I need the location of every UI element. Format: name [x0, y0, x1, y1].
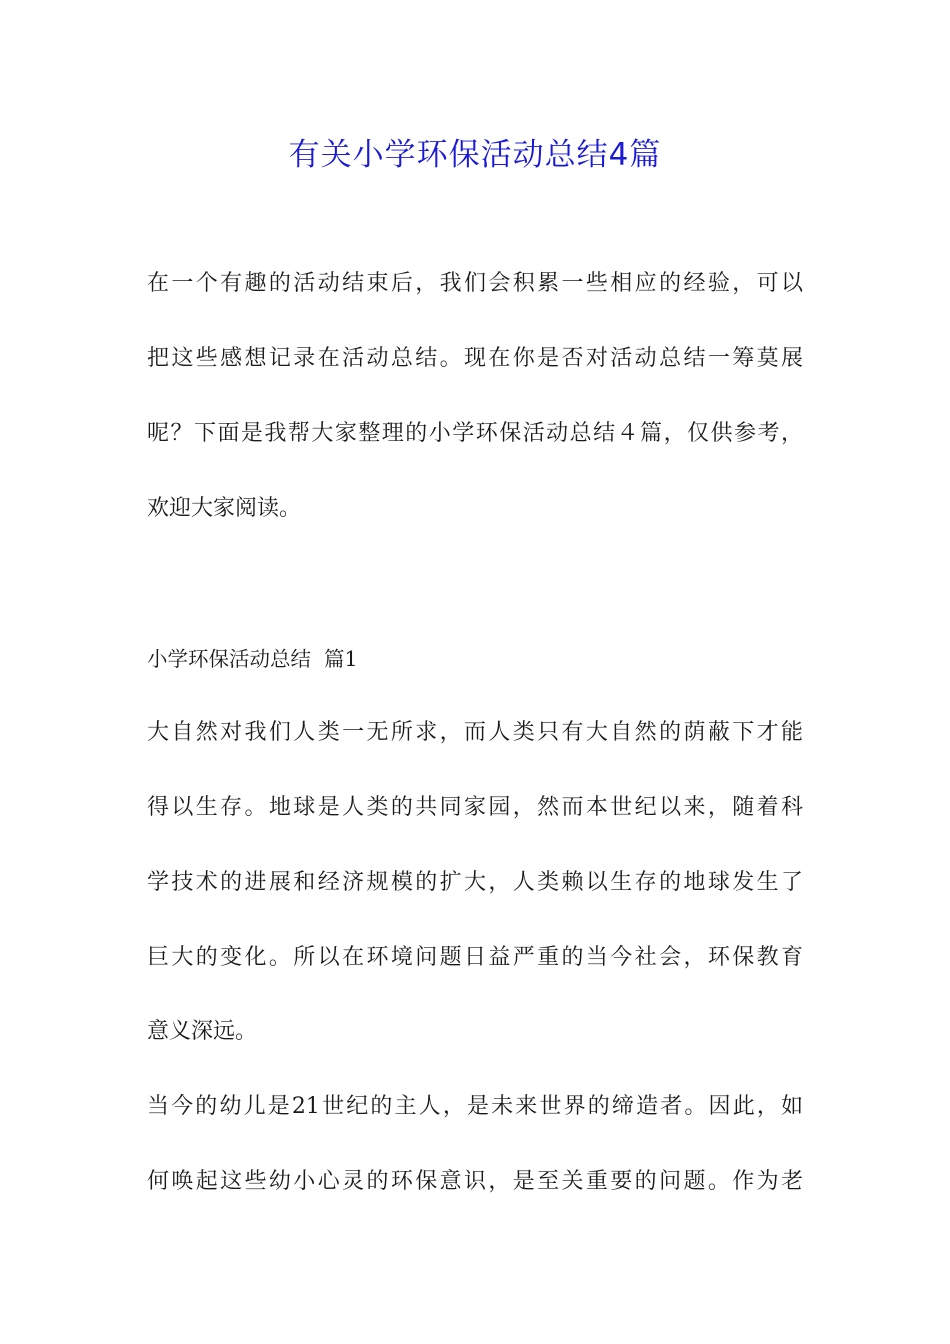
paragraph1-line-2: 得以生存。地球是人类的共同家园，然而本世纪以来，随着科: [147, 795, 803, 820]
paragraph2-line-1: 当今的幼儿是21世纪的主人，是未来世界的缔造者。因此，如: [147, 1094, 803, 1119]
paragraph1-line-4: 巨大的变化。所以在环境问题日益严重的当今社会，环保教育: [147, 945, 803, 970]
paragraph1-line-5: 意义深远。: [147, 1019, 258, 1044]
intro-line-4: 欢迎大家阅读。: [147, 496, 302, 521]
intro-line-3: 呢？下面是我帮大家整理的小学环保活动总结４篇，仅供参考，: [147, 421, 803, 446]
paragraph1-line-1: 大自然对我们人类一无所求，而人类只有大自然的荫蔽下才能: [147, 720, 803, 745]
intro-line-1: 在一个有趣的活动结束后，我们会积累一些相应的经验，可以: [147, 271, 803, 296]
document-title: 有关小学环保活动总结4篇: [288, 137, 662, 173]
paragraph2-line-2: 何唤起这些幼小心灵的环保意识，是至关重要的问题。作为老: [147, 1169, 803, 1194]
section-heading: 小学环保活动总结 篇1: [147, 647, 358, 671]
paragraph1-line-3: 学技术的进展和经济规模的扩大，人类赖以生存的地球发生了: [147, 870, 803, 895]
intro-line-2: 把这些感想记录在活动总结。现在你是否对活动总结一筹莫展: [147, 346, 803, 371]
